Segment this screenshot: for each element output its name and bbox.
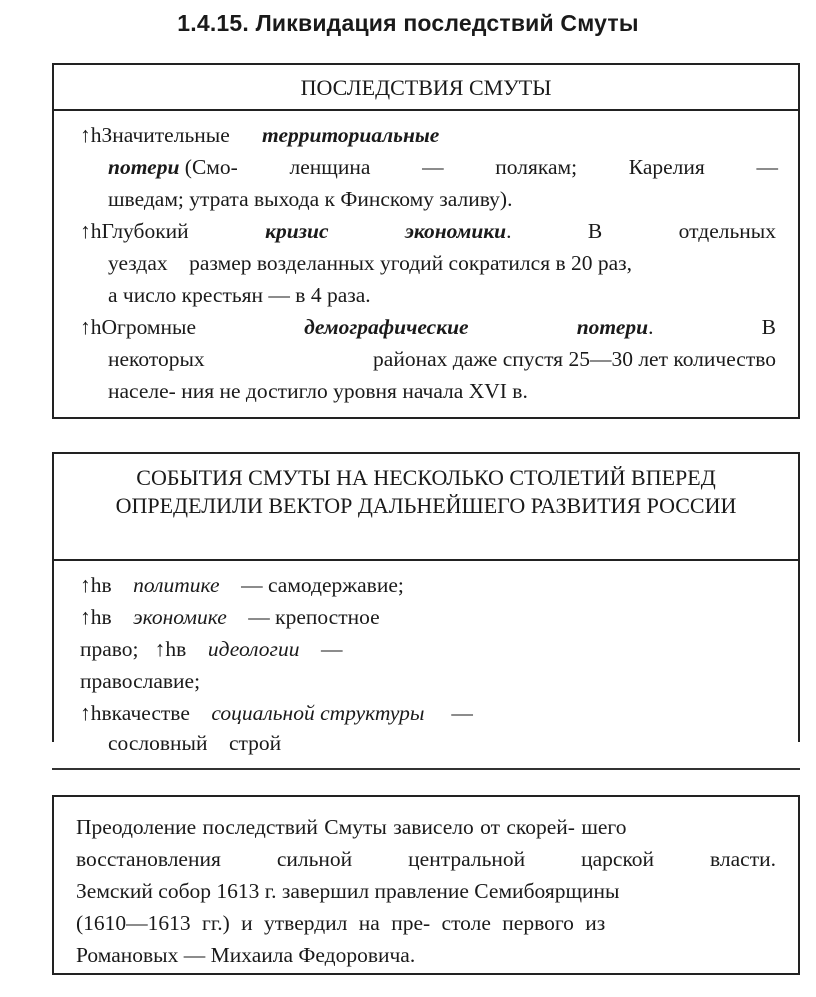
summary-line: Романовых — Михаила Федоровича.	[76, 943, 416, 967]
arrow-up-icon: ↑hв	[154, 637, 187, 661]
arrow-up-icon: ↑h	[80, 123, 102, 147]
summary-box	[52, 795, 800, 975]
consequences-list	[54, 111, 798, 417]
events-box	[52, 452, 800, 755]
list-item-line: сословный строй	[108, 731, 282, 755]
list-item: ↑hЗначительные территориальные	[80, 123, 440, 147]
list-item-line: населе- ния не достигло уровня начала XVI в.	[108, 379, 528, 403]
summary-line: (1610—1613 гг.) и утвердил на пре- столе первого из	[76, 911, 606, 935]
list-item-line: православие;	[80, 669, 201, 693]
divider	[52, 768, 800, 770]
summary-line: восстановления сильной центральной царской власти.	[76, 847, 776, 871]
summary-line: Преодоление последствий Смуты зависело от скорей- шего	[76, 815, 627, 839]
list-item-line: потери (Смо- ленщина — полякам; Карелия —	[108, 155, 778, 179]
consequences-box	[52, 63, 800, 419]
consequences-header: ПОСЛЕДСТВИЯ СМУТЫ	[54, 65, 798, 111]
arrow-up-icon: ↑hв	[80, 701, 112, 725]
summary-text	[76, 811, 776, 971]
arrow-up-icon: ↑hв	[80, 605, 112, 629]
arrow-up-icon: ↑h	[80, 219, 102, 243]
events-header: СОБЫТИЯ СМУТЫ НА НЕСКОЛЬКО СТОЛЕТИЙ ВПЕРЕД ОПРЕДЕЛИЛИ ВЕКТОР ДАЛЬНЕЙШЕГО РАЗВИТИЯ РОССИИ	[54, 454, 798, 561]
list-item-line: уездах размер возделанных угодий сократился в 20 раз,	[108, 251, 633, 275]
summary-line: Земский собор 1613 г. завершил правление Семибоярщины	[76, 879, 620, 903]
arrow-up-icon: ↑h	[80, 315, 102, 339]
list-item: ↑hвкачестве социальной структуры —	[80, 701, 473, 725]
list-item-line: а число крестьян — в 4 раза.	[108, 283, 371, 307]
list-item-line: некоторых районах даже спустя 25—30 лет количество	[108, 347, 776, 371]
list-item: ↑hОгромные демографические потери. В	[80, 315, 776, 339]
arrow-up-icon: ↑hв	[80, 573, 112, 597]
list-item: ↑hв политике — самодержавие;	[80, 573, 404, 597]
page-title: 1.4.15. Ликвидация последствий Смуты	[177, 10, 639, 36]
list-item-line: шведам; утрата выхода к Финскому заливу).	[108, 187, 513, 211]
list-item: ↑hв экономике — крепостное	[80, 605, 380, 629]
list-item: право; ↑hв идеологии —	[80, 637, 343, 661]
list-item: ↑hГлубокий кризис экономики. В отдельных	[80, 219, 776, 243]
events-list	[54, 561, 798, 755]
